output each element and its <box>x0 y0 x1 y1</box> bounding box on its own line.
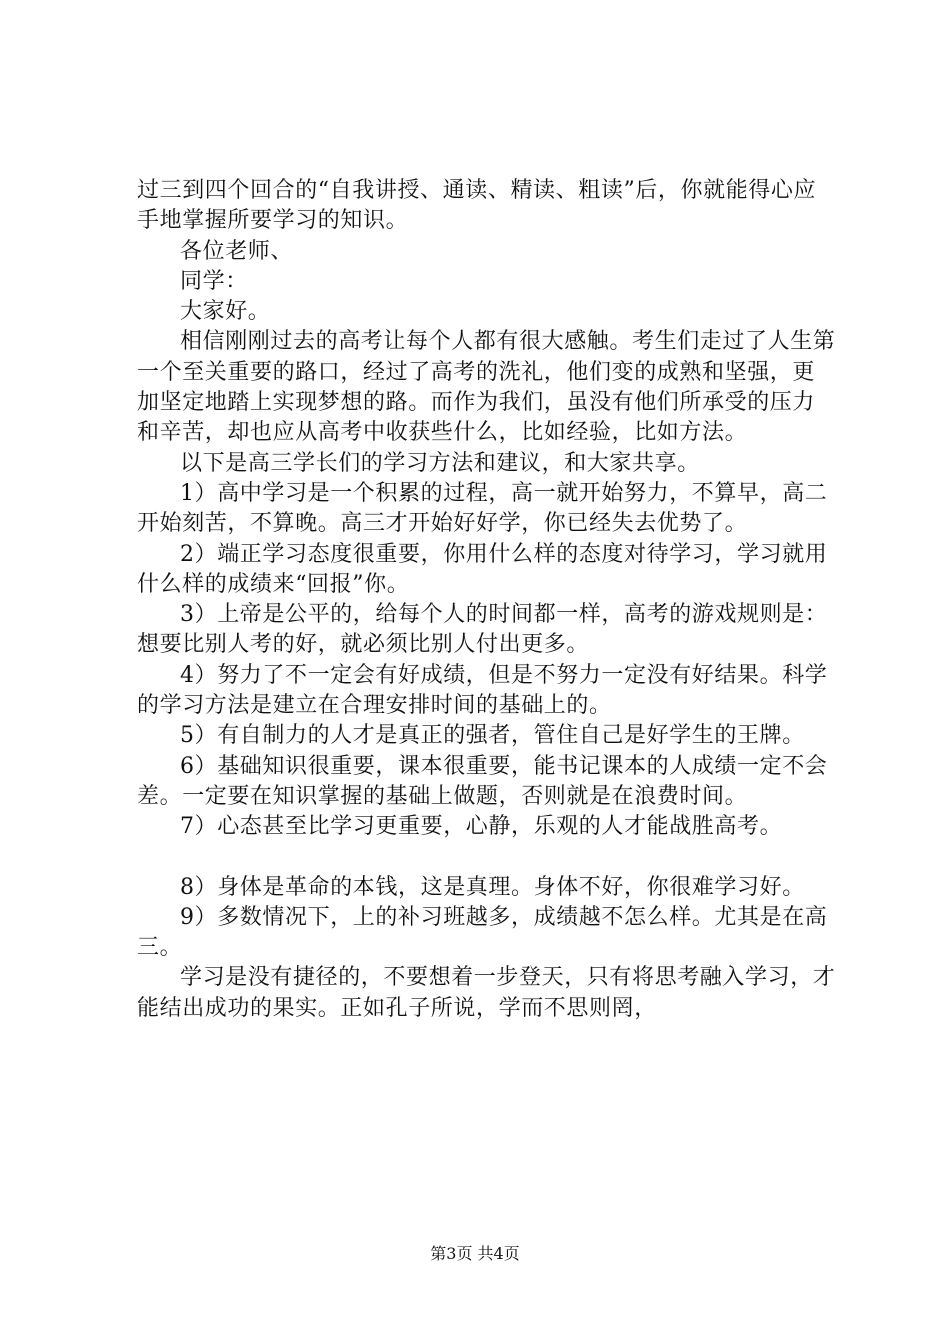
salutation-students: 同学： <box>180 268 248 294</box>
page-footer <box>0 1244 950 1264</box>
paragraph-share: 以下是高三学长们的学习方法和建议，和大家共享。 <box>180 450 700 476</box>
paragraph-continuation: 过三到四个回合的“自我讲授、通读、精读、粗读”后，你就能得心应手地掌握所要学习的知识。 <box>137 178 817 234</box>
greeting: 大家好。 <box>180 299 271 325</box>
paragraph-intro: 相信刚刚过去的高考让每个人都有很大感触。考生们走过了人生第一个至关重要的路口，经过了高考的洗礼，他们变的成熟和坚强，更加坚定地踏上实现梦想的路。而作为我们，虽没有他们所承受的压力和辛苦，却也应从高考中收获些什么，比如经验，比如方法。 <box>137 329 836 446</box>
tip-6: 6）基础知识很重要，课本很重要，能书记课本的人成绩一定不会差。一定要在知识掌握的基础上做题，否则就是在浪费时间。 <box>137 753 828 809</box>
tip-4: 4）努力了不一定会有好成绩，但是不努力一定没有好结果。科学的学习方法是建立在合理安排时间的基础上的。 <box>137 662 828 719</box>
tip-2: 2）端正学习态度很重要，你用什么样的态度对待学习，学习就用什么样的成绩来“回报”你。 <box>137 541 828 597</box>
page-number-label: 第3页 共4页 <box>430 1244 520 1263</box>
document-body <box>137 176 837 1024</box>
tip-3: 3）上帝是公平的，给每个人的时间都一样，高考的游戏规则是：想要比别人考的好，就必须比别人付出更多。 <box>137 602 828 658</box>
salutation-teachers: 各位老师、 <box>180 238 294 264</box>
tip-5: 5）有自制力的人才是真正的强者，管住自己是好学生的王牌。 <box>180 723 805 749</box>
tip-7: 7）心态甚至比学习更重要，心静，乐观的人才能战胜高考。 <box>180 814 783 840</box>
tip-1: 1）高中学习是一个积累的过程，高一就开始努力，不算早，高二开始刻苦，不算晚。高三才开始好好学，你已经失去优势了。 <box>137 480 828 537</box>
tip-8: 8）身体是革命的本钱，这是真理。身体不好，你很难学习好。 <box>180 874 805 900</box>
tip-9: 9）多数情况下，上的补习班越多，成绩越不怎么样。尤其是在高三。 <box>137 904 828 961</box>
paragraph-conclusion: 学习是没有捷径的，不要想着一步登天，只有将思考融入学习，才能结出成功的果实。正如孔子所说，学而不思则罔， <box>137 965 836 1021</box>
